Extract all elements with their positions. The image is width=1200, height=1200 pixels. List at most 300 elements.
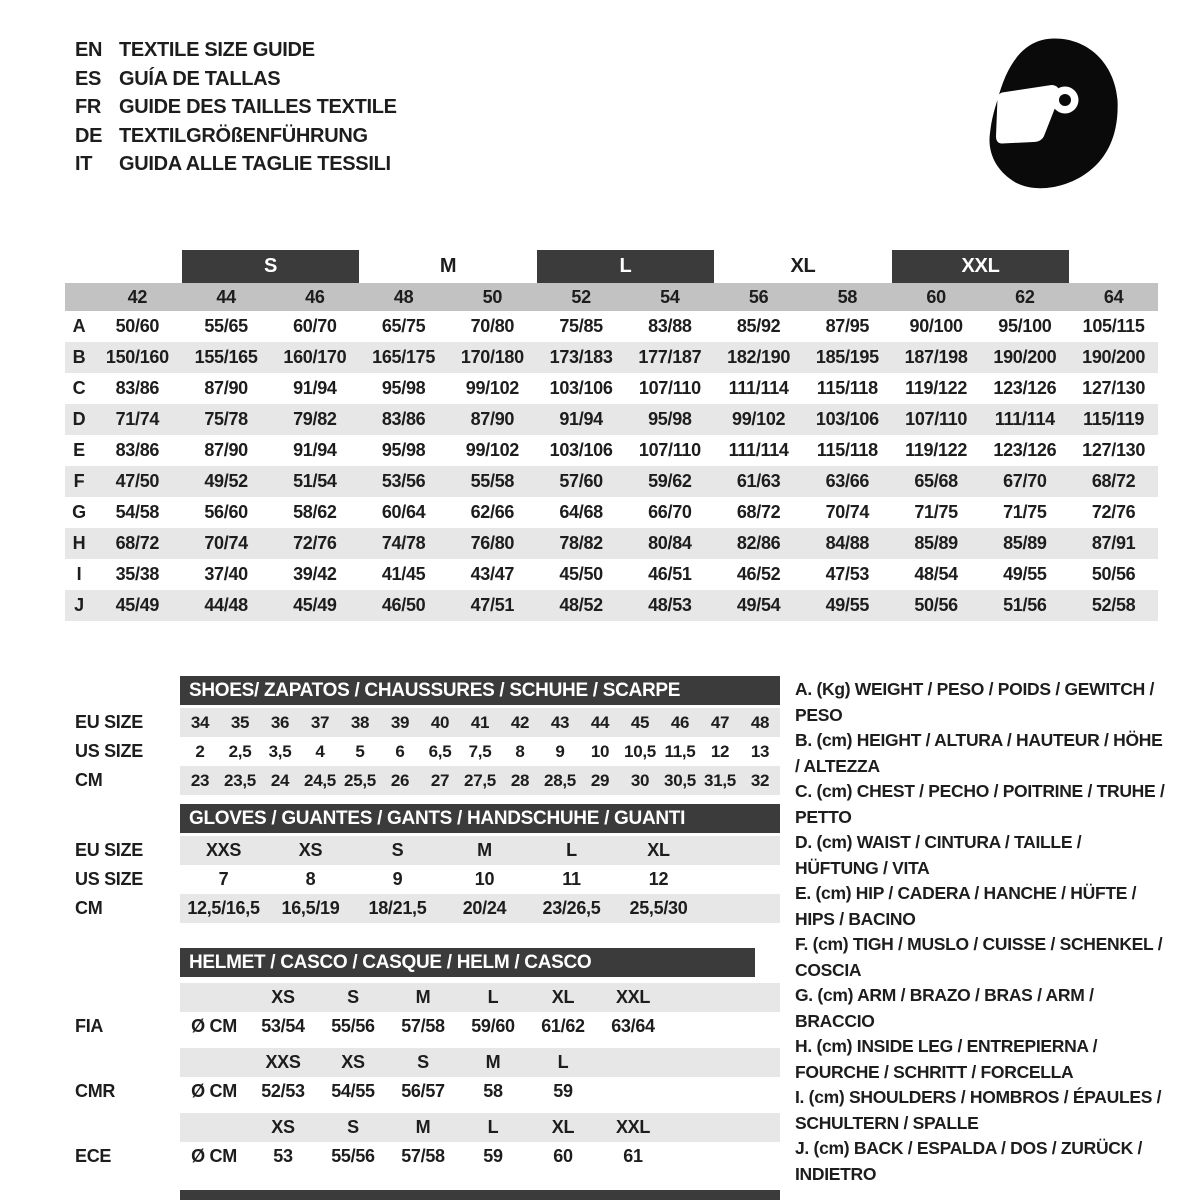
size-value: 60/70: [293, 316, 337, 336]
size-value: 55/58: [470, 471, 515, 491]
measurement-row-g: [65, 497, 1158, 528]
helmet-sizes-row: [65, 1113, 780, 1142]
measurement-row-h: [65, 528, 1158, 559]
size-value: 51/56: [1003, 595, 1047, 615]
row-letter: I: [76, 564, 82, 584]
size-value: 99/102: [465, 378, 519, 398]
size-value: 45: [630, 712, 650, 732]
helmet-size: S: [347, 1117, 359, 1137]
language-row: [75, 150, 397, 179]
size-value: 95/98: [381, 440, 426, 460]
size-value: 50/60: [115, 316, 160, 336]
size-value: 103/106: [549, 378, 613, 398]
row-letter: C: [72, 378, 86, 398]
size-value: 35/38: [115, 564, 160, 584]
helmet-value: 61/62: [541, 1016, 585, 1036]
size-value: 47/50: [115, 471, 160, 491]
helmet-size-labels: [180, 1048, 780, 1077]
helmet-value: 57/58: [401, 1016, 445, 1036]
measurement-legend: [795, 677, 1167, 1187]
size-value: 46: [670, 712, 690, 732]
helmet-size: M: [415, 987, 431, 1007]
guide-title-fr: GUIDE DES TAILLES TEXTILE: [119, 96, 397, 119]
unit-spacer: [180, 1113, 248, 1142]
corner-cell: [65, 283, 93, 311]
size-value: 170/180: [460, 347, 524, 367]
size-value: 111/114: [728, 378, 789, 398]
helmet-value: 59/60: [471, 1016, 515, 1036]
helmet-sizes-row: [65, 983, 780, 1012]
size-value: 20/24: [462, 898, 507, 918]
numeric-size: 44: [216, 286, 236, 307]
numeric-size: 48: [393, 286, 414, 307]
size-value: 127/130: [1082, 378, 1146, 398]
helmet-value: 53/54: [261, 1016, 305, 1036]
language-code: ES: [75, 67, 102, 90]
legend-item-j: J. (cm) BACK / ESPALDA / DOS / ZURÜCK / INDIETRO: [795, 1138, 1143, 1184]
language-row: [75, 93, 397, 122]
size-value: XXS: [205, 840, 242, 860]
size-value: 2: [195, 741, 205, 761]
size-value: 24,5: [304, 770, 336, 790]
row-label: CM: [75, 898, 103, 918]
size-value: 56/60: [204, 502, 248, 522]
size-value: 187/198: [904, 347, 968, 367]
size-value: 103/106: [549, 440, 613, 460]
size-value: 91/94: [559, 409, 603, 429]
size-value: 13: [750, 741, 770, 761]
helmet-values: [180, 1142, 780, 1171]
helmet-size: XXS: [265, 1052, 301, 1072]
size-value: 87/90: [204, 378, 248, 398]
language-code: EN: [75, 39, 103, 61]
size-value: 83/86: [115, 378, 160, 398]
racing-helmet-icon: [975, 34, 1125, 199]
size-value: 72/76: [293, 533, 337, 553]
size-value: 84/88: [825, 533, 870, 553]
numeric-size: 50: [482, 286, 503, 307]
size-value: 71/74: [115, 409, 160, 429]
helmet-size: L: [487, 987, 499, 1007]
size-value: 50/56: [914, 595, 958, 615]
size-value: 173/183: [549, 347, 613, 367]
size-band-xxl: XXL: [892, 250, 1070, 283]
helmet-value: 54/55: [331, 1081, 375, 1101]
size-value: 83/86: [115, 440, 160, 460]
size-value: 49/52: [204, 471, 248, 491]
legend-item-a: A. (Kg) WEIGHT / PESO / POIDS / GEWITCH / PESO: [795, 679, 1155, 725]
legend-item-i: I. (cm) SHOULDERS / HOMBROS / ÉPAULES / SCHULTERN / SPALLE: [795, 1087, 1162, 1133]
size-value: 150/160: [105, 347, 169, 367]
language-code: FR: [75, 96, 102, 119]
size-value: 111/114: [994, 409, 1055, 429]
helmet-size: S: [347, 987, 359, 1007]
size-value: 60/64: [381, 502, 426, 522]
size-value: 46/51: [648, 564, 692, 584]
helmet-size: XL: [551, 987, 575, 1007]
size-value: 182/190: [727, 347, 791, 367]
size-value: 47: [710, 712, 730, 732]
gloves-size-table: [65, 804, 780, 923]
size-value: 65/68: [914, 471, 958, 491]
measurement-row-e: [65, 435, 1158, 466]
size-value: 18/21,5: [368, 898, 427, 918]
size-value: 10: [590, 741, 610, 761]
helmet-value: 61: [623, 1146, 643, 1166]
size-value: 23: [190, 770, 210, 790]
language-row: [75, 65, 397, 94]
size-value: 123/126: [993, 440, 1057, 460]
size-value: 119/122: [905, 378, 968, 398]
size-value: 70/74: [825, 502, 870, 522]
language-row: [75, 122, 397, 151]
size-value: 115/118: [816, 378, 878, 398]
row-letter: B: [72, 347, 86, 367]
size-value: 2,5: [228, 741, 252, 761]
cropped-section-bar: [180, 1190, 780, 1200]
size-value: 119/122: [905, 440, 968, 460]
gloves-row-us-size: [65, 865, 780, 894]
helmet-values: [180, 1077, 780, 1106]
numeric-size: 46: [305, 286, 325, 307]
size-value: 26: [390, 770, 410, 790]
size-value: 46/52: [736, 564, 781, 584]
helmet-value: 58: [483, 1081, 503, 1101]
size-value: 3,5: [268, 741, 292, 761]
helmet-size: S: [417, 1052, 429, 1072]
size-value: 34: [190, 712, 210, 732]
size-value: 75/78: [204, 409, 248, 429]
row-letter: J: [74, 595, 84, 615]
numeric-size: 60: [926, 286, 946, 307]
size-band-m: M: [439, 255, 457, 277]
size-value: 66/70: [648, 502, 692, 522]
legend-item-f: F. (cm) TIGH / MUSLO / CUISSE / SCHENKEL / COSCIA: [795, 934, 1163, 980]
helmet-values-row: [65, 1142, 780, 1171]
unit-spacer: [180, 1048, 248, 1077]
size-value: 68/72: [736, 502, 781, 522]
helmet-size: XL: [551, 1117, 575, 1137]
size-value: 42: [510, 712, 530, 732]
size-value: 74/78: [381, 533, 426, 553]
size-value: 68/72: [1091, 471, 1136, 491]
size-value: 115/118: [816, 440, 878, 460]
measurement-row-d: [65, 404, 1158, 435]
size-value: 190/200: [993, 347, 1057, 367]
size-value: 23,5: [224, 770, 256, 790]
helmet-standard-cmr: [65, 1048, 780, 1106]
row-label: CM: [75, 770, 103, 790]
helmet-section-header: HELMET / CASCO / CASQUE / HELM / CASCO: [180, 948, 755, 977]
size-value: 63/66: [825, 471, 870, 491]
size-value: 90/100: [909, 316, 963, 336]
row-label-spacer: [65, 983, 180, 1012]
row-letter: F: [73, 471, 85, 491]
size-value: 36: [270, 712, 290, 732]
helmet-value: 57/58: [401, 1146, 445, 1166]
size-value: 155/165: [194, 347, 258, 367]
size-value: 43/47: [470, 564, 515, 584]
size-value: 71/75: [914, 502, 958, 522]
size-value: 47/51: [470, 595, 515, 615]
size-value: 12: [648, 869, 669, 889]
gloves-section-header: GLOVES / GUANTES / GANTS / HANDSCHUHE / GUANTI: [180, 804, 780, 833]
size-value: 23/26,5: [542, 898, 601, 918]
guide-title-it: GUIDA ALLE TAGLIE TESSILI: [119, 153, 391, 176]
size-value: 107/110: [905, 409, 968, 429]
row-label: US SIZE: [75, 869, 143, 889]
size-value: 48/52: [559, 595, 603, 615]
unit-label: Ø CM: [191, 1146, 237, 1166]
unit-spacer: [180, 983, 248, 1012]
measurement-row-f: [65, 466, 1158, 497]
size-value: 127/130: [1082, 440, 1146, 460]
size-value: 11,5: [664, 741, 696, 761]
numeric-size: 54: [660, 286, 680, 307]
legend-item-d: D. (cm) WAIST / CINTURA / TAILLE / HÜFTUNG / VITA: [795, 832, 1082, 878]
helmet-size: L: [487, 1117, 499, 1137]
size-value: 9: [555, 741, 565, 761]
size-value: 44: [590, 712, 610, 732]
row-values: [180, 894, 780, 923]
size-value: 44/48: [204, 595, 248, 615]
size-value: 95/98: [381, 378, 426, 398]
row-letter: D: [72, 409, 86, 429]
size-value: 87/91: [1091, 533, 1136, 553]
helmet-values: [180, 1012, 780, 1041]
size-value: 4: [315, 741, 325, 761]
shoes-size-table: [65, 676, 780, 795]
size-value: 72/76: [1091, 502, 1136, 522]
size-value: 185/195: [815, 347, 879, 367]
size-value: 5: [355, 741, 365, 761]
row-letter: A: [72, 316, 86, 336]
shoes-row-eu-size: [65, 708, 780, 737]
measurement-row-c: [65, 373, 1158, 404]
language-code: DE: [75, 124, 103, 147]
measurement-row-i: [65, 559, 1158, 590]
size-value: 95/100: [998, 316, 1052, 336]
row-values: [180, 836, 780, 865]
size-value: 30,5: [664, 770, 696, 790]
shoes-row-us-size: [65, 737, 780, 766]
measurement-row-a: [65, 311, 1158, 342]
standard-label: ECE: [75, 1146, 112, 1166]
helmet-size: M: [485, 1052, 501, 1072]
row-values: [180, 708, 780, 737]
language-code: IT: [75, 153, 93, 176]
size-value: 55/65: [204, 316, 248, 336]
helmet-value: 59: [483, 1146, 503, 1166]
size-value: 76/80: [470, 533, 515, 553]
size-value: 59/62: [648, 471, 692, 491]
helmet-icon-svg: [975, 34, 1125, 199]
size-value: 51/54: [293, 471, 337, 491]
size-value: 43: [550, 712, 570, 732]
helmet-values-row: [65, 1012, 780, 1041]
size-value: 29: [590, 770, 610, 790]
helmet-value: 60: [553, 1146, 573, 1166]
unit-label: Ø CM: [191, 1081, 237, 1101]
size-value: 39/42: [293, 564, 337, 584]
size-value: 85/92: [736, 316, 781, 336]
guide-title-en: TEXTILE SIZE GUIDE: [119, 39, 315, 61]
size-value: 37/40: [204, 564, 248, 584]
size-value: 91/94: [293, 440, 337, 460]
size-value: L: [566, 840, 577, 860]
legend-item-g: G. (cm) ARM / BRAZO / BRAS / ARM / BRACCIO: [795, 985, 1094, 1031]
row-label: EU SIZE: [75, 840, 143, 860]
size-value: 27,5: [464, 770, 496, 790]
numeric-size-row: [65, 283, 1158, 311]
numeric-size: 62: [1015, 286, 1035, 307]
gloves-rows: [65, 836, 780, 923]
shoes-row-cm: [65, 766, 780, 795]
size-value: 41/45: [381, 564, 426, 584]
size-value: 38: [350, 712, 370, 732]
helmet-value: 56/57: [401, 1081, 445, 1101]
size-value: 87/95: [825, 316, 870, 336]
size-value: 64/68: [559, 502, 603, 522]
size-value: 99/102: [731, 409, 786, 429]
size-value: 48: [750, 712, 770, 732]
helmet-value: 63/64: [611, 1016, 655, 1036]
size-value: 49/55: [1003, 564, 1047, 584]
size-value: 24: [270, 770, 290, 790]
size-value: 31,5: [704, 770, 736, 790]
row-letter: E: [73, 440, 85, 460]
size-value: 87/90: [204, 440, 248, 460]
language-title-list: [75, 36, 397, 179]
size-value: 70/80: [470, 316, 515, 336]
size-value: 10,5: [624, 741, 656, 761]
helmet-size: XXL: [615, 1117, 651, 1137]
size-value: 16,5/19: [281, 898, 340, 918]
size-value: 177/187: [638, 347, 702, 367]
size-value: S: [391, 840, 404, 860]
size-value: 37: [310, 712, 330, 732]
size-value: 28,5: [544, 770, 576, 790]
size-value: 105/115: [1082, 316, 1145, 336]
size-value: 95/98: [648, 409, 692, 429]
helmet-standard-fia: [65, 983, 780, 1041]
size-value: 10: [474, 869, 495, 889]
guide-title-de: TEXTILGRÖßENFÜHRUNG: [119, 124, 368, 147]
size-value: 58/62: [293, 502, 337, 522]
shoes-rows: [65, 708, 780, 795]
size-value: 87/90: [470, 409, 515, 429]
size-value: 49/54: [736, 595, 781, 615]
size-value: 12,5/16,5: [187, 898, 260, 918]
size-value: 71/75: [1003, 502, 1047, 522]
size-value: 61/63: [736, 471, 781, 491]
numeric-size: 64: [1103, 286, 1124, 307]
size-band-s: S: [182, 250, 360, 283]
shoes-section-header: SHOES/ ZAPATOS / CHAUSSURES / SCHUHE / SCARPE: [180, 676, 780, 705]
size-value: 70/74: [204, 533, 248, 553]
helmet-value: 59: [553, 1081, 573, 1101]
size-value: 39: [390, 712, 410, 732]
measurement-row-j: [65, 590, 1158, 621]
row-letter: G: [72, 502, 86, 522]
size-value: 32: [750, 770, 770, 790]
helmet-size: XS: [271, 1117, 295, 1137]
size-band-row: [65, 250, 1158, 283]
legend-item-b: B. (cm) HEIGHT / ALTURA / HAUTEUR / HÖHE / ALTEZZA: [795, 730, 1163, 776]
row-label: EU SIZE: [75, 712, 143, 732]
size-value: 12: [710, 741, 730, 761]
row-label: US SIZE: [75, 741, 143, 761]
size-band-xl: XL: [790, 255, 816, 277]
size-value: 7,5: [468, 741, 492, 761]
gloves-row-eu-size: [65, 836, 780, 865]
helmet-size: M: [415, 1117, 431, 1137]
helmet-values-row: [65, 1077, 780, 1106]
helmet-size: XXL: [615, 987, 651, 1007]
size-value: 46/50: [381, 595, 426, 615]
size-value: 47/53: [825, 564, 870, 584]
size-value: 78/82: [559, 533, 603, 553]
size-value: 160/170: [283, 347, 347, 367]
row-values: [180, 766, 780, 795]
size-value: 57/60: [559, 471, 603, 491]
size-value: 7: [218, 869, 229, 889]
unit-label: Ø CM: [191, 1016, 237, 1036]
size-value: 52/58: [1091, 595, 1136, 615]
size-value: 111/114: [728, 440, 789, 460]
size-value: 107/110: [638, 378, 701, 398]
numeric-size: 56: [748, 286, 769, 307]
size-value: 67/70: [1003, 471, 1047, 491]
helmet-value: 55/56: [331, 1146, 375, 1166]
size-value: 49/55: [825, 595, 870, 615]
helmet-size-labels: [180, 1113, 780, 1142]
textile-measurement-rows: [65, 311, 1158, 621]
helmet-value: 52/53: [261, 1081, 305, 1101]
size-band-l: L: [537, 250, 715, 283]
guide-title-es: GUÍA DE TALLAS: [119, 67, 281, 90]
size-value: 25,5: [344, 770, 376, 790]
size-value: 54/58: [115, 502, 160, 522]
legend-item-e: E. (cm) HIP / CADERA / HANCHE / HÜFTE / HIPS / BACINO: [795, 883, 1137, 929]
row-letter: H: [72, 533, 86, 553]
size-value: 30: [630, 770, 650, 790]
size-value: 45/49: [115, 595, 160, 615]
size-value: 190/200: [1082, 347, 1146, 367]
size-value: 48/54: [914, 564, 958, 584]
size-value: 53/56: [381, 471, 426, 491]
helmet-size: XS: [341, 1052, 365, 1072]
helmet-value: 55/56: [331, 1016, 375, 1036]
size-value: 41: [470, 712, 490, 732]
size-value: 83/88: [648, 316, 692, 336]
row-values: [180, 865, 780, 894]
size-value: 83/86: [381, 409, 426, 429]
size-value: 65/75: [381, 316, 426, 336]
size-value: 80/84: [648, 533, 692, 553]
size-value: 68/72: [115, 533, 160, 553]
size-value: XS: [298, 840, 323, 860]
helmet-standard-ece: [65, 1113, 780, 1171]
size-value: M: [477, 840, 492, 860]
row-label-spacer: [65, 1113, 180, 1142]
numeric-size: 52: [571, 286, 591, 307]
standard-label: CMR: [75, 1081, 116, 1101]
size-value: 75/85: [559, 316, 603, 336]
row-values: [180, 737, 780, 766]
size-value: 107/110: [638, 440, 701, 460]
language-row: [75, 36, 397, 65]
